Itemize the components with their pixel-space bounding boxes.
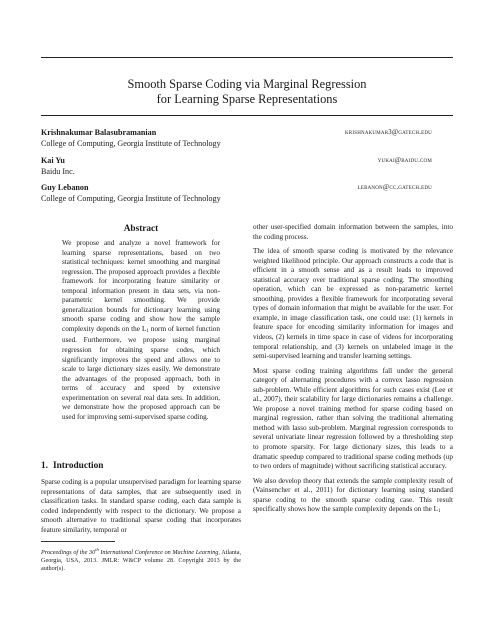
footnote-text-b: International Conference on Machine Learning [98, 549, 219, 557]
abstract-body [62, 239, 220, 422]
author-affiliation: Baidu Inc. [41, 167, 75, 176]
title-line-1: Smooth Sparse Coding via Marginal Regression [127, 77, 367, 91]
footnote-text-c: , Atlanta, Georgia, USA, 2013. JMLR: W&CP volume 28. Copyright 2013 by the author(s). [41, 549, 241, 573]
section-title: Introduction [52, 461, 104, 471]
title-line-2: for Learning Sparse Representations [156, 92, 338, 106]
title-bottom-rule [41, 115, 453, 116]
paragraph: The idea of smooth sparse coding is motivated by the relevance weighted likelihood principle. Our approach constructs a code that is efficient in a smooth sense and as a result leads to improved statistical accuracy over traditional sparse coding. The smoothing operation, which can be expressed as non-parametric kernel smoothing, provides a flexible framework for incorporating several types of domain information that might be available for the user. For example, in image classification task, one could use: (1) kernels in feature space for encoding similarity information for images and videos, (2) kernels in time space in case of videos for incorporating temporal relationship, and (3) kernels on unlabeled image in the semi-supervised learning and transfer learning settings. [253, 247, 453, 361]
abstract-text-a: We propose and analyze a novel framework for learning sparse representations, based on two statistical techniques: kernel smoothing and marginal regression. The proposed approach provides a flexible framework for incorporating feature similarity or temporal information present in data sets, via non-parametric kernel smoothing. We provide generalization bounds for dictionary learning using smooth sparse coding and show how the sample complexity depends on the L [62, 239, 220, 333]
section-number: 1. [41, 461, 48, 471]
norm-subscript: 1 [438, 509, 441, 515]
norm-subscript: 1 [146, 328, 149, 334]
footnote-text-a: Proceedings of the 30 [41, 549, 96, 557]
author-affiliation: College of Computing, Georgia Institute of Technology [41, 139, 221, 148]
paragraph [253, 477, 453, 517]
title-top-rule [41, 57, 453, 58]
paragraph-text: We also develop theory that extends the sample complexity result of (Vainsencher et al., 2011) for dictionary learning using standard sparse coding to the smooth sparse coding case. This result specifically shows how the sample complexity depends on the L [253, 476, 453, 514]
abstract-text-b: norm of kernel function used. Furthermore, we propose using marginal regression for obtaining sparse codes, which significantly improves the speed and allows one to scale to large dictionary sizes easily. We demonstrate the advantages of the proposed approach, both in terms of accuracy and speed by extensive experimentation on several real data sets. In addition, we demonstrate how the proposed approach can be used for improving semi-supervised sparse coding. [62, 324, 220, 421]
abstract-heading: Abstract [123, 224, 159, 234]
section-heading [41, 461, 103, 471]
author-email[interactable]: lebanon@cc.gatech.edu [357, 184, 432, 191]
paper-title [41, 77, 453, 107]
paragraph: Most sparse coding training algorithms fall under the general category of alternating procedures with a convex lasso regression sub-problem. While efficient algorithms for such cases exist (Lee et al., 2007), their scalability for large dictionaries remains a challenge. We propose a novel training method for sparse coding based on marginal regression, rather than solving the traditional alternating method with lasso sub-problem. Marginal regression corresponds to several univariate linear regression followed by a thresholding step to promote sparsity. For large dictionary sizes, this leads to a dramatic speedup compared to traditional sparse coding methods (up to two orders of magnitude) without sacrificing statistical accuracy. [253, 366, 453, 471]
footnote-superscript: th [95, 547, 99, 552]
footnote [41, 546, 241, 574]
author-name: Kai Yu [41, 156, 65, 165]
author-name: Guy Lebanon [41, 183, 89, 192]
introduction-body: Sparse coding is a popular unsupervised paradigm for learning sparse representations of data samples, that are subsequently used in classification tasks. In standard sparse coding, each data sample is coded independently with respect to the dictionary. We propose a smooth alternative to traditional sparse coding that incorporates feature similarity, temporal or [41, 478, 241, 534]
author-block [41, 127, 453, 149]
paragraph: other user-specified domain information between the samples, into the coding process. [253, 223, 453, 241]
author-email[interactable]: yukai@baidu.com [377, 157, 432, 164]
author-affiliation: College of Computing, Georgia Institute of Technology [41, 194, 221, 203]
author-email[interactable]: krishnakumar3@gatech.edu [345, 129, 432, 136]
author-block [41, 155, 453, 177]
author-name: Krishnakumar Balasubramanian [41, 128, 157, 137]
footnote-rule [41, 541, 115, 542]
right-column [253, 223, 453, 522]
author-block [41, 182, 453, 204]
